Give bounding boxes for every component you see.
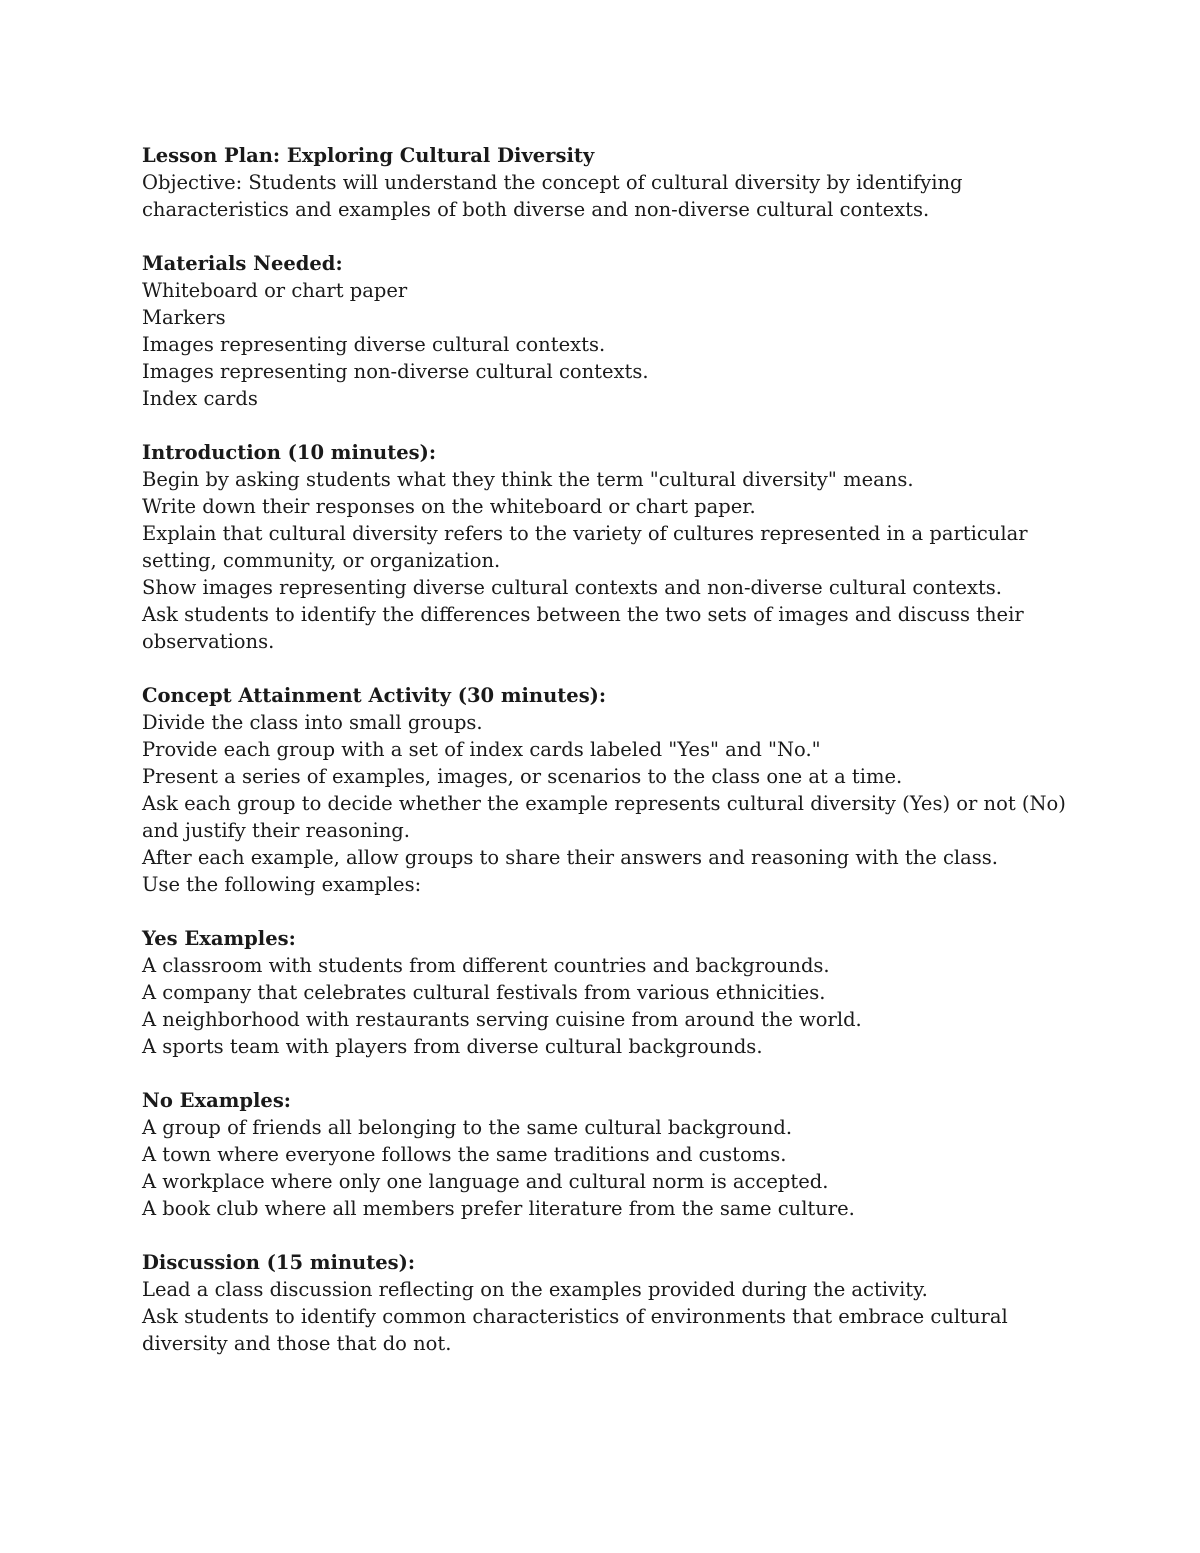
document-title: Lesson Plan: Exploring Cultural Diversity [142, 144, 595, 167]
document-page [142, 142, 1072, 1384]
list-item: A neighborhood with restaurants serving cuisine from around the world. [142, 1008, 862, 1031]
list-item: Markers [142, 306, 226, 329]
list-item: A sports team with players from diverse cultural backgrounds. [142, 1035, 763, 1058]
list-item: Index cards [142, 387, 258, 410]
no-examples-heading: No Examples: [142, 1089, 292, 1112]
introduction-heading: Introduction (10 minutes): [142, 441, 437, 464]
discussion-heading: Discussion (15 minutes): [142, 1251, 416, 1274]
list-item: Ask students to identify common characteristics of environments that embrace cultural diversity and those that do not. [142, 1305, 1008, 1355]
yes-examples-section [142, 925, 1072, 1060]
list-item: A book club where all members prefer literature from the same culture. [142, 1197, 855, 1220]
list-item: Explain that cultural diversity refers to the variety of cultures represented in a particular setting, community, or organization. [142, 522, 1028, 572]
activity-section [142, 682, 1072, 898]
list-item: Images representing diverse cultural contexts. [142, 333, 606, 356]
list-item: Write down their responses on the whiteboard or chart paper. [142, 495, 756, 518]
no-examples-section [142, 1087, 1072, 1222]
list-item: Present a series of examples, images, or scenarios to the class one at a time. [142, 765, 903, 788]
list-item: Divide the class into small groups. [142, 711, 483, 734]
list-item: Whiteboard or chart paper [142, 279, 408, 302]
materials-section [142, 250, 1072, 412]
list-item: Begin by asking students what they think the term "cultural diversity" means. [142, 468, 914, 491]
list-item: Provide each group with a set of index cards labeled "Yes" and "No." [142, 738, 821, 761]
list-item: A group of friends all belonging to the same cultural background. [142, 1116, 793, 1139]
list-item: Show images representing diverse cultural contexts and non-diverse cultural contexts. [142, 576, 1003, 599]
introduction-section [142, 439, 1072, 655]
objective-text: Objective: Students will understand the concept of cultural diversity by identifying characteristics and examples of both diverse and non-diverse cultural contexts. [142, 171, 963, 221]
list-item: Lead a class discussion reflecting on the examples provided during the activity. [142, 1278, 928, 1301]
list-item: Images representing non-diverse cultural contexts. [142, 360, 649, 383]
title-section [142, 142, 1072, 223]
discussion-section [142, 1249, 1072, 1357]
list-item: Ask students to identify the differences between the two sets of images and discuss their observations. [142, 603, 1024, 653]
list-item: A town where everyone follows the same traditions and customs. [142, 1143, 787, 1166]
list-item: After each example, allow groups to share their answers and reasoning with the class. [142, 846, 998, 869]
list-item: Ask each group to decide whether the example represents cultural diversity (Yes) or not (No) and justify their reasoning. [142, 792, 1066, 842]
list-item: A company that celebrates cultural festivals from various ethnicities. [142, 981, 826, 1004]
list-item: A classroom with students from different countries and backgrounds. [142, 954, 830, 977]
yes-examples-heading: Yes Examples: [142, 927, 296, 950]
activity-heading: Concept Attainment Activity (30 minutes): [142, 684, 607, 707]
list-item: Use the following examples: [142, 873, 422, 896]
list-item: A workplace where only one language and cultural norm is accepted. [142, 1170, 829, 1193]
materials-heading: Materials Needed: [142, 252, 343, 275]
